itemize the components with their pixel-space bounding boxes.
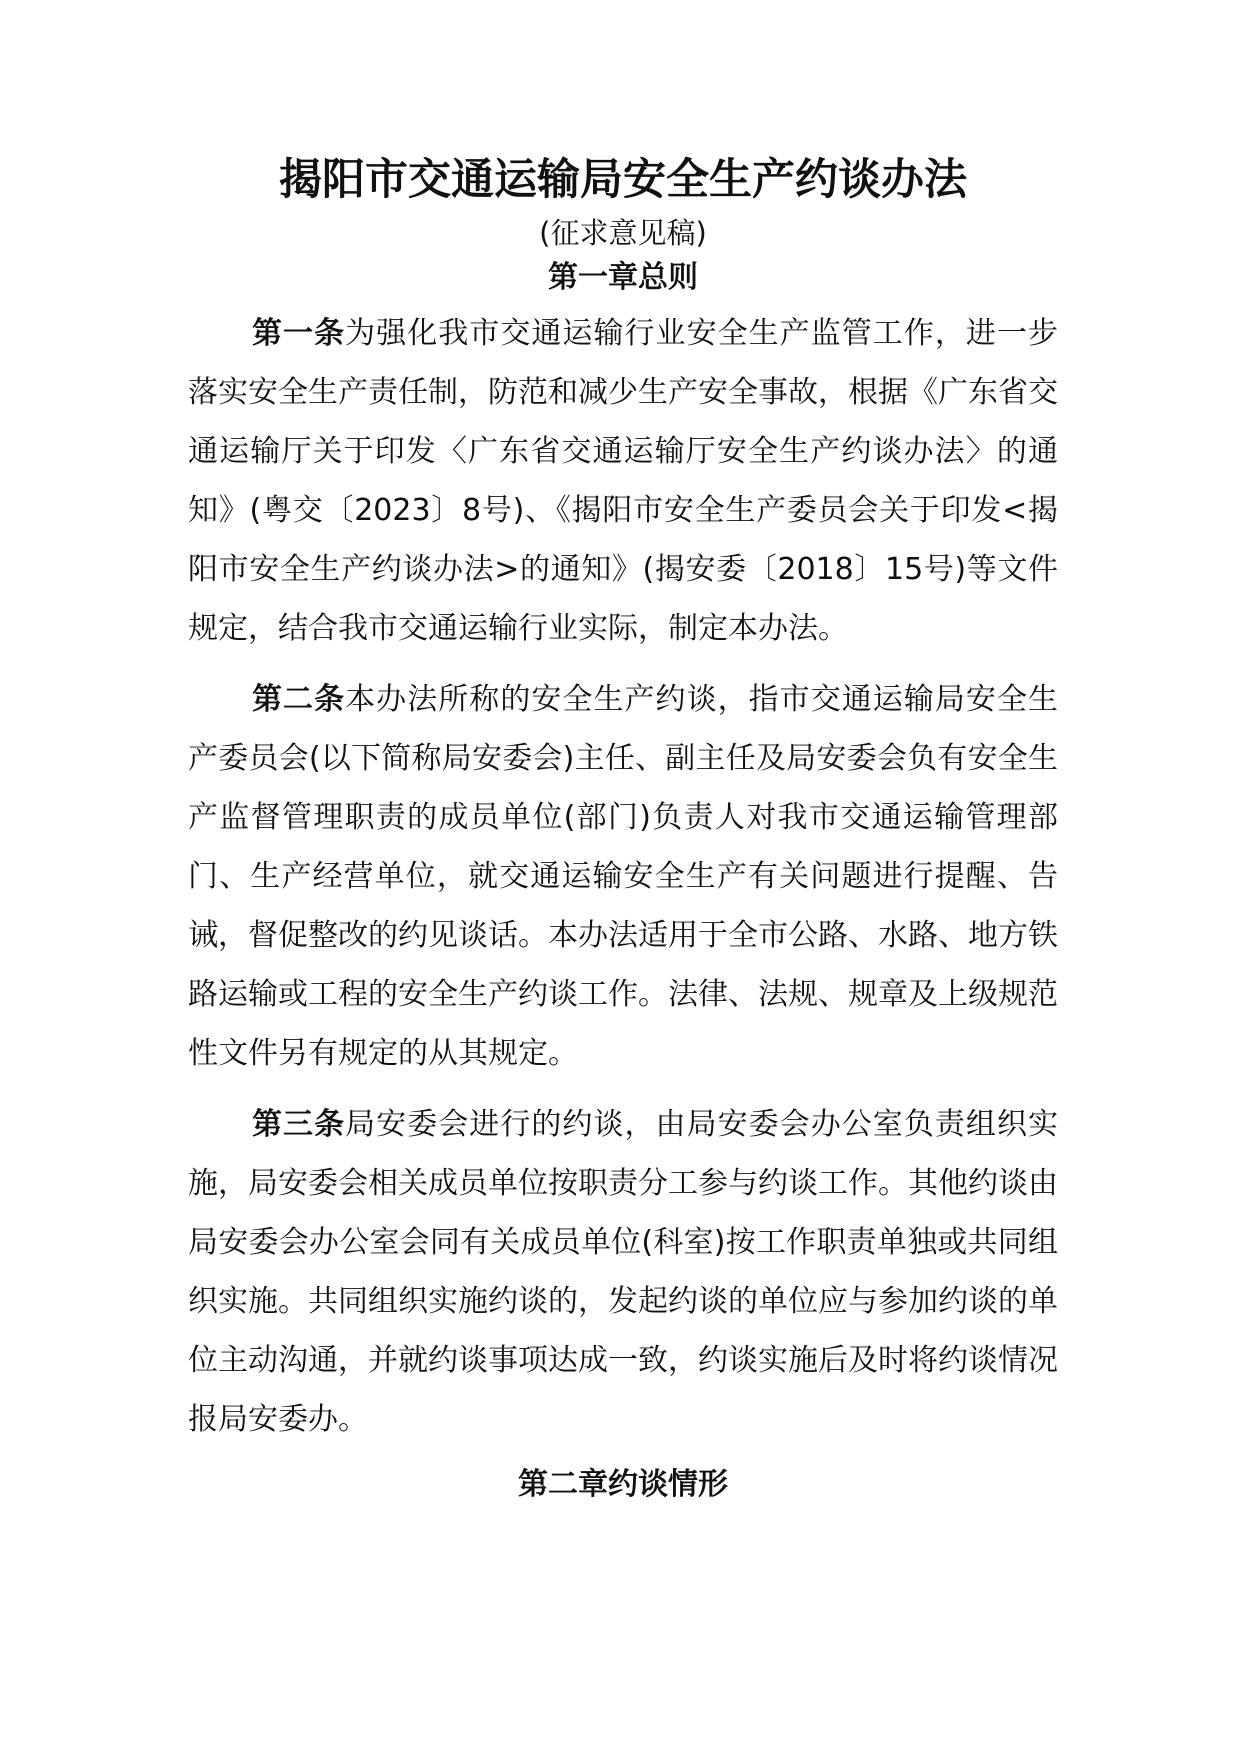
article-3 bbox=[188, 1095, 1058, 1449]
article-2 bbox=[188, 670, 1058, 1083]
article-label: 第三条 bbox=[252, 1107, 346, 1142]
document-title: 揭阳市交通运输局安全生产约谈办法 bbox=[279, 155, 967, 205]
chapter-heading-2: 第二章约谈情形 bbox=[518, 1467, 728, 1502]
document-subtitle: (征求意见稿) bbox=[539, 216, 707, 250]
article-text: 本办法所称的安全生产约谈，指市交通运输局安全生产委员会(以下简称局安委会)主任、副主任及局安委会负有安全生产监督管理职责的成员单位(部门)负责人对我市交通运输管理部门、生产经营单位，就交通运输安全生产有关问题进行提醒、告诫，督促整改的约见谈话。本办法适用于全市公路、水路、地方铁路运输或工程的安全生产约谈工作。法律、法规、规章及上级规范性文件另有规定的从其规定。 bbox=[188, 682, 1059, 1071]
article-label: 第二条 bbox=[252, 682, 346, 717]
article-label: 第一条 bbox=[252, 316, 346, 351]
chapter-heading-1: 第一章总则 bbox=[548, 260, 698, 295]
document-page bbox=[188, 150, 1058, 1507]
article-1 bbox=[188, 304, 1058, 658]
article-text: 为强化我市交通运输行业安全生产监管工作，进一步落实安全生产责任制，防范和减少生产安全事故，根据《广东省交通运输厅关于印发〈广东省交通运输厅安全生产约谈办法〉的通知》(粤交〔2023〕8号)、《揭阳市安全生产委员会关于印发<揭阳市安全生产约谈办法>的通知》(揭安委〔2018〕15号)等文件规定，结合我市交通运输行业实际，制定本办法。 bbox=[188, 316, 1059, 646]
article-text: 局安委会进行的约谈，由局安委会办公室负责组织实施，局安委会相关成员单位按职责分工参与约谈工作。其他约谈由局安委会办公室会同有关成员单位(科室)按工作职责单独或共同组织实施。共同组织实施约谈的，发起约谈的单位应与参加约谈的单位主动沟通，并就约谈事项达成一致，约谈实施后及时将约谈情况报局安委办。 bbox=[188, 1107, 1059, 1437]
